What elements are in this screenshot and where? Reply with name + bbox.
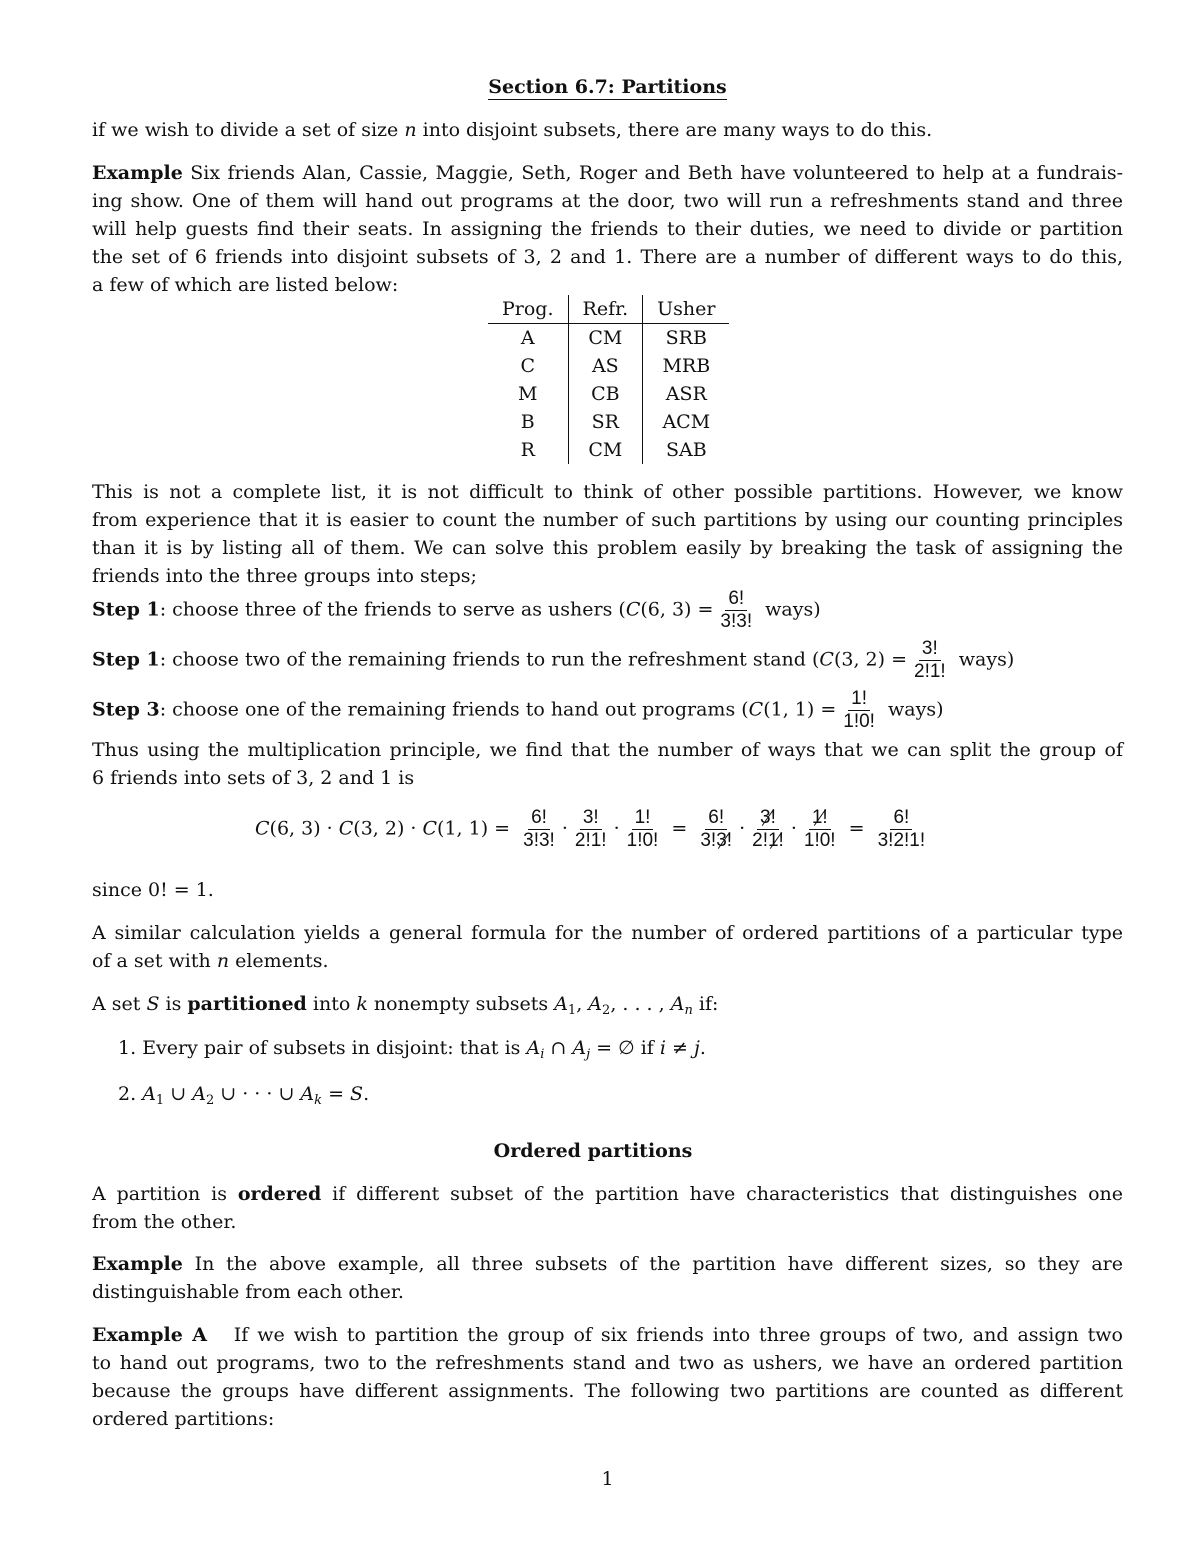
table-header-row: [488, 295, 729, 324]
thus-line: 6 friends into sets of 3, 2 and 1 is: [92, 767, 415, 789]
example1-line: the set of 6 friends into disjoint subsets of 3, 2 and 1. There are a number of different ways to do this,: [92, 246, 1123, 268]
table-row: [488, 324, 729, 353]
condition-2: 2. $A_1$ ∪ $A_2$ ∪ · · · ∪ $A_k = S$.: [118, 1083, 370, 1108]
table-header: Refr.: [568, 295, 643, 324]
para2-line: from experience that it is easier to count the number of such partitions by using our counting principles: [92, 509, 1123, 531]
section-title: Section 6.7: Partitions: [488, 76, 727, 98]
cancel-mark: 3!: [760, 807, 776, 828]
table-cell: ACM: [662, 411, 711, 433]
table-cell: A: [488, 324, 568, 353]
table-cell: CM: [568, 324, 643, 353]
table-cell: M: [488, 380, 568, 408]
table-cell: B: [488, 408, 568, 436]
table-row: [488, 352, 729, 380]
table-cell: SAB: [665, 439, 707, 461]
thus-line: Thus using the multiplication principle, we find that the number of ways that we can split the group of: [92, 739, 1123, 761]
table-cell: R: [488, 436, 568, 464]
step-line: Step 1: choose two of the remaining friends to run the refreshment stand (C(3, 2) = $\frac{3!}{2!1!}$ ways): [92, 638, 1015, 682]
exampleA-line: to hand out programs, two to the refreshments stand and two as ushers, we have an ordered partition: [92, 1352, 1123, 1374]
page-number: 1: [601, 1468, 614, 1490]
example2-line: distinguishable from each other.: [92, 1281, 404, 1303]
similar-line: A similar calculation yields a general formula for the number of ordered partitions of a particular type: [92, 922, 1123, 944]
exampleA-line: because the groups have different assignments. The following two partitions are counted as different: [92, 1380, 1123, 1402]
para2-line: than it is by listing all of them. We can solve this problem easily by breaking the task of assigning the: [92, 537, 1123, 559]
table-cell: AS: [568, 352, 643, 380]
example1-line: will help guests find their seats. In assigning the friends to their duties, we need to divide or partition: [92, 218, 1123, 240]
table-cell: CB: [568, 380, 643, 408]
step-line: Step 1: choose three of the friends to serve as ushers (C(6, 3) = $\frac{6!}{3!3!}$ ways): [92, 588, 821, 632]
table-row: [488, 408, 729, 436]
example1-line: Example Six friends Alan, Cassie, Maggie, Seth, Roger and Beth have volunteered to help at a fundrais-: [92, 162, 1123, 184]
assignment-table: [488, 295, 729, 464]
table-header: Usher: [643, 295, 730, 324]
exampleA-line: Example A If we wish to partition the group of six friends into three groups of two, and assign two: [92, 1324, 1123, 1346]
intro-paragraph: if we wish to divide a set of size n into disjoint subsets, there are many ways to do this.: [92, 119, 933, 141]
table-cell: CM: [568, 436, 643, 464]
exampleA-line: ordered partitions:: [92, 1408, 275, 1430]
table-cell: SR: [568, 408, 643, 436]
step-line: Step 3: choose one of the remaining friends to hand out programs (C(1, 1) = $\frac{1!}{1!0!}$ ways): [92, 688, 944, 732]
cancel-mark: 3!: [716, 829, 733, 851]
ordered-def-line: from the other.: [92, 1211, 237, 1233]
example2-line: Example In the above example, all three subsets of the partition have different sizes, so they are: [92, 1253, 1123, 1275]
table-cell: C: [488, 352, 568, 380]
cancel-mark: 1!: [767, 829, 784, 851]
example1-line: a few of which are listed below:: [92, 274, 399, 296]
table-row: [488, 436, 729, 464]
para2-line: friends into the three groups into steps;: [92, 565, 477, 587]
para2-line: This is not a complete list, it is not difficult to think of other possible partitions. However, we know: [92, 481, 1123, 503]
table-cell: ASR: [665, 383, 707, 405]
display-equation: C(6, 3) · C(3, 2) · C(1, 1) = $\frac{6!}{3!3!}$ · $\frac{3!}{2!1!}$ · $\frac{1!}{1!0!}$ = $\frac{6!}{3!3!}$ · $\frac{3!}{2!1!}$ · $\frac{1!}{1!0!}$ = $\frac{6!}{3!2!1!}$: [255, 807, 926, 851]
cancel-mark: 1!: [811, 807, 828, 828]
definition-line: A set S is partitioned into k nonempty subsets $A_1$, $A_2$, . . . , $A_n$ if:: [92, 993, 719, 1018]
table-cell: MRB: [662, 355, 711, 377]
table-header: Prog.: [488, 295, 568, 324]
ordered-partitions-heading: Ordered partitions: [493, 1140, 693, 1162]
table-row: [488, 380, 729, 408]
example1-line: ing show. One of them will hand out programs at the door, two will run a refreshments stand and three: [92, 190, 1123, 212]
ordered-def-line: A partition is ordered if different subset of the partition have characteristics that distinguishes one: [92, 1183, 1123, 1205]
similar-line: of a set with n elements.: [92, 950, 329, 972]
table-cell: SRB: [665, 327, 707, 349]
since-line: since 0! = 1.: [92, 879, 214, 901]
condition-1: 1. Every pair of subsets in disjoint: that is $A_i$ ∩ $A_j$ = ∅ if i ≠ j.: [118, 1037, 706, 1062]
